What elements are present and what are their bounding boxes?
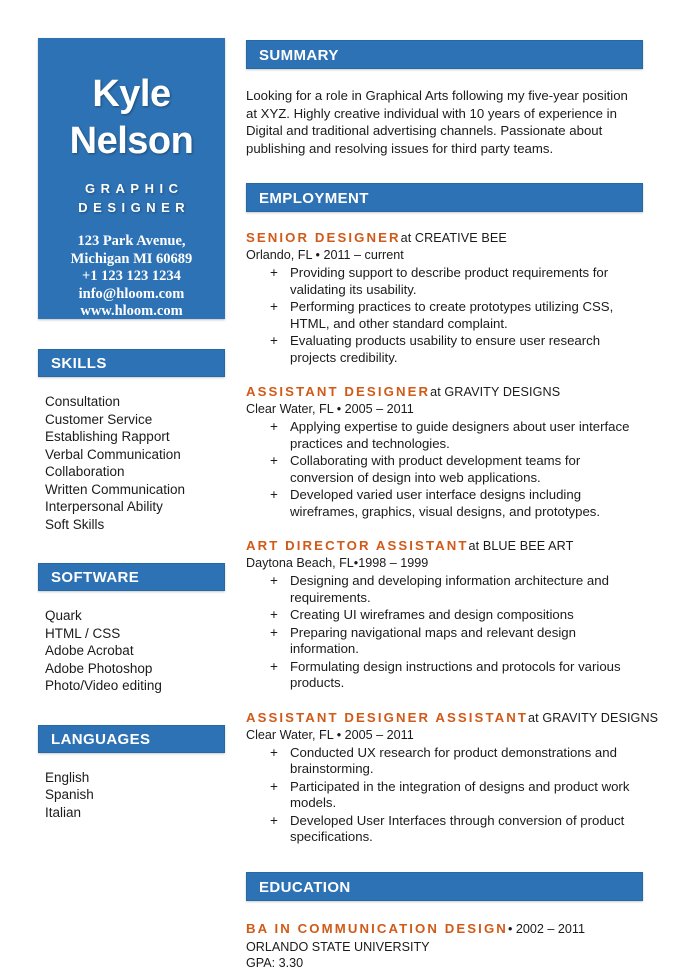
list-item: Adobe Acrobat — [45, 643, 134, 658]
list-item: Photo/Video editing — [45, 678, 162, 693]
job-company: at CREATIVE BEE — [400, 231, 507, 245]
contact-website[interactable]: www.hloom.com — [80, 303, 183, 319]
software-list — [38, 607, 225, 695]
education-degree: BA IN COMMUNICATION DESIGN — [246, 920, 508, 936]
contact-phone[interactable]: +1 123 123 1234 — [82, 268, 181, 284]
plus-icon: + — [270, 778, 278, 794]
bullet-text: Conducted UX research for product demonstrations and brainstorming. — [290, 744, 617, 776]
bullet-text: Creating UI wireframes and design compositions — [290, 607, 574, 622]
list-item — [246, 745, 638, 778]
contact-address-line-2: Michigan MI 60689 — [70, 250, 193, 267]
education-heading: EDUCATION — [246, 872, 643, 901]
job-heading — [246, 538, 643, 554]
plus-icon: + — [270, 658, 278, 674]
contact-info — [49, 233, 214, 321]
employment-heading: EMPLOYMENT — [246, 183, 643, 212]
job-meta: Clear Water, FL • 2005 – 2011 — [246, 402, 414, 416]
job-company: at GRAVITY DESIGNS — [430, 385, 561, 399]
job-meta: Clear Water, FL • 2005 – 2011 — [246, 727, 414, 742]
job-role: ART DIRECTOR ASSISTANT — [246, 538, 469, 553]
sidebar — [38, 38, 225, 821]
bullet-text: Preparing navigational maps and relevant design information. — [290, 624, 576, 656]
education-dates: • 2002 – 2011 — [507, 921, 585, 936]
contact-email[interactable]: info@hloom.com — [78, 285, 185, 302]
list-item: Consultation — [45, 394, 121, 409]
plus-icon: + — [270, 624, 278, 640]
plus-icon: + — [270, 299, 278, 314]
list-item: Quark — [45, 608, 82, 623]
job-company: at BLUE BEE ART — [468, 539, 574, 553]
education-degree-line — [246, 920, 643, 938]
languages-heading: LANGUAGES — [38, 725, 225, 753]
list-item — [246, 813, 638, 846]
plus-icon: + — [270, 333, 278, 348]
list-item: Soft Skills — [45, 516, 105, 532]
job-bullets — [246, 573, 643, 692]
plus-icon: + — [270, 265, 278, 280]
employment-entry — [246, 538, 643, 692]
skills-section — [38, 349, 225, 533]
bullet-text: Developed varied user interface designs including wireframes, graphics, visual designs, and prototypes. — [290, 487, 601, 519]
skills-list — [38, 393, 225, 533]
list-item — [246, 573, 638, 606]
bullet-text: Performing practices to create prototypes utilizing CSS, HTML, and other standard complaint. — [290, 299, 614, 331]
job-meta: Daytona Beach, FL•1998 – 1999 — [246, 556, 429, 570]
software-heading: SOFTWARE — [38, 563, 225, 591]
list-item — [246, 419, 638, 452]
list-item — [246, 625, 638, 658]
job-role: SENIOR DESIGNER — [246, 230, 401, 245]
education-gpa: GPA: 3.30 — [246, 956, 304, 970]
list-item — [246, 453, 638, 486]
plus-icon: + — [270, 419, 278, 434]
name-header-block — [38, 38, 225, 319]
list-item: Written Communication — [45, 481, 186, 497]
employment-section — [246, 183, 659, 846]
list-item: HTML / CSS — [45, 625, 121, 641]
list-item: Italian — [45, 804, 82, 820]
bullet-text: Collaborating with product development teams for conversion of design into web applications. — [290, 453, 581, 485]
job-heading — [246, 709, 659, 726]
main-content — [246, 40, 659, 972]
skills-heading: SKILLS — [38, 349, 225, 377]
plus-icon: + — [270, 453, 278, 468]
employment-entry — [246, 709, 659, 846]
job-heading — [246, 230, 643, 246]
summary-text: Looking for a role in Graphical Arts following my five-year position at XYZ. Highly creative individual with 10 years of experience in Digital and traditional advertising channels. Passionate about publishing and resolving issues for third party teams. — [246, 88, 628, 156]
summary-section — [246, 40, 643, 157]
bullet-text: Providing support to describe product requirements for validating its usability. — [290, 265, 609, 297]
list-item: Customer Service — [45, 411, 153, 427]
list-item: Verbal Communication — [45, 446, 181, 462]
list-item: Establishing Rapport — [45, 429, 170, 444]
languages-list — [38, 769, 225, 822]
employment-entry — [246, 230, 643, 366]
languages-section — [38, 725, 225, 822]
education-section — [246, 872, 643, 972]
education-entry — [246, 920, 643, 972]
software-section — [38, 563, 225, 695]
employment-entry — [246, 384, 643, 520]
job-heading — [246, 384, 643, 400]
list-item: Spanish — [45, 787, 94, 802]
bullet-text: Designing and developing information architecture and requirements. — [290, 573, 609, 605]
education-school: ORLANDO STATE UNIVERSITY — [246, 939, 430, 954]
bullet-text: Formulating design instructions and protocols for various products. — [290, 658, 621, 690]
job-meta: Orlando, FL • 2011 – current — [246, 248, 404, 262]
profession-line-2: DESIGNER — [78, 200, 191, 215]
bullet-text: Participated in the integration of designs and product work models. — [290, 778, 630, 810]
last-name: Nelson — [69, 120, 194, 162]
plus-icon: + — [270, 744, 278, 760]
summary-heading: SUMMARY — [246, 40, 643, 69]
list-item — [246, 487, 638, 520]
list-item: Adobe Photoshop — [45, 660, 153, 676]
list-item — [246, 779, 638, 812]
job-role: ASSISTANT DESIGNER — [246, 384, 431, 399]
job-company: at GRAVITY DESIGNS — [528, 710, 659, 725]
list-item: English — [45, 769, 90, 785]
list-item — [246, 333, 638, 366]
bullet-text: Evaluating products usability to ensure user research projects credibility. — [290, 333, 601, 365]
list-item — [246, 607, 638, 624]
list-item — [246, 659, 638, 692]
list-item: Collaboration — [45, 464, 125, 479]
bullet-text: Developed User Interfaces through conversion of product specifications. — [290, 812, 625, 844]
list-item — [246, 265, 638, 298]
plus-icon: + — [270, 573, 278, 588]
list-item: Interpersonal Ability — [45, 499, 163, 514]
first-name: Kyle — [92, 73, 171, 115]
job-bullets — [246, 745, 643, 846]
profession-line-1: GRAPHIC — [85, 181, 184, 196]
bullet-text: Applying expertise to guide designers about user interface practices and technologies. — [290, 419, 630, 451]
contact-address-line-1: 123 Park Avenue, — [77, 233, 186, 249]
list-item — [246, 299, 638, 332]
plus-icon: + — [270, 607, 278, 622]
job-bullets — [246, 265, 643, 366]
job-bullets — [246, 419, 643, 520]
plus-icon: + — [270, 487, 278, 502]
job-role: ASSISTANT DESIGNER ASSISTANT — [246, 709, 529, 725]
plus-icon: + — [270, 812, 278, 828]
